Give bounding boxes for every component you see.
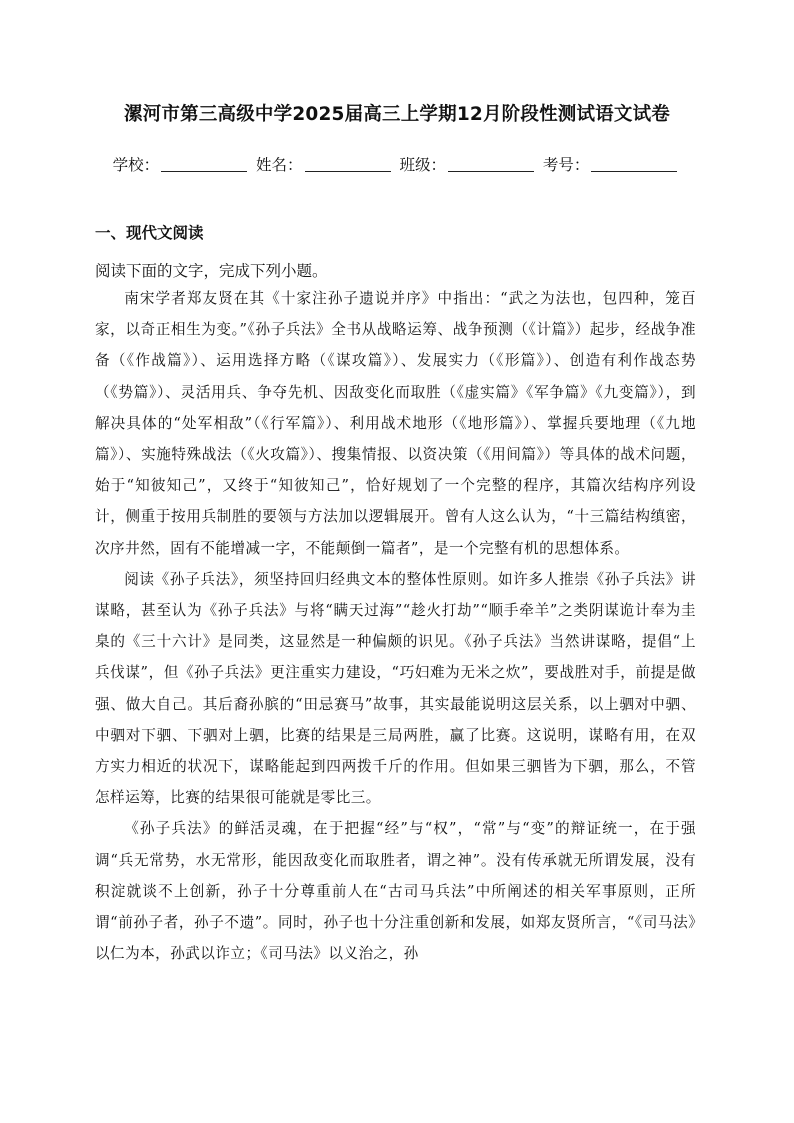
- reading-instruction: 阅读下面的文字，完成下列小题。: [95, 262, 328, 280]
- school-blank: [161, 157, 247, 172]
- class-label: 班级：: [399, 156, 446, 174]
- student-info-line: [0, 153, 794, 175]
- name-blank: [305, 157, 391, 172]
- paragraph-1: 南宋学者郑友贤在其《十家注孙子遗说并序》中指出：“武之为法也，包四种，笼百家，以奇正相生为变。”《孙子兵法》全书从战略运筹、战争预测（《计篇》）起步，经战争准备（《作战篇》）、运用选择方略（《谋攻篇》）、发展实力（《形篇》）、创造有利作战态势（《势篇》）、灵活用兵、争夺先机、因敌变化而取胜（《虚实篇》《军争篇》《九变篇》），到解决具体的“处军相敌”（《行军篇》）、利用战术地形（《地形篇》）、掌握兵要地理（《九地篇》）、实施特殊战法（《火攻篇》）、搜集情报、以资决策（《用间篇》）等具体的战术问题，始于“知彼知己”，又终于“知彼知己”，恰好规划了一个完整的程序，其篇次结构序列设计，侧重于按用兵制胜的要领与方法加以逻辑展开。曾有人这么认为，“十三篇结构缜密，次序井然，固有不能增减一字，不能颠倒一篇者”，是一个完整有机的思想体系。: [95, 290, 696, 557]
- school-label: 学校：: [112, 156, 160, 174]
- name-label: 姓名：: [256, 156, 303, 174]
- exam-title: 漯河市第三高级中学2025届高三上学期12月阶段性测试语文试卷: [124, 104, 670, 125]
- exam-number-label: 考号：: [542, 156, 590, 174]
- reading-passage: [95, 283, 696, 969]
- paragraph-3: 《孙子兵法》的鲜活灵魂，在于把握“经”与“权”，“常”与“变”的辩证统一，在于强调“兵无常势，水无常形，能因敌变化而取胜者，谓之神”。没有传承就无所谓发展，没有积淀就谈不上创新，孙子十分尊重前人在“古司马兵法”中所阐述的相关军事原则，正所谓“前孙子者，孙子不遗”。同时，孙子也十分注重创新和发展，如郑友贤所言，“《司马法》以仁为本，孙武以诈立；《司马法》以义治之，孙: [95, 820, 696, 963]
- exam-number-blank: [591, 157, 677, 172]
- section-heading: 一、现代文阅读: [95, 224, 204, 242]
- class-blank: [448, 157, 534, 172]
- paragraph-2: 阅读《孙子兵法》，须坚持回归经典文本的整体性原则。如许多人推崇《孙子兵法》讲谋略，甚至认为《孙子兵法》与将“瞒天过海”“趁火打劫”“顺手牵羊”之类阴谋诡计奉为圭臬的《三十六计》是同类，这显然是一种偏颇的识见。《孙子兵法》当然讲谋略，提倡“上兵伐谋”，但《孙子兵法》更注重实力建设，“巧妇难为无米之炊”，要战胜对手，前提是做强、做大自己。其后裔孙膑的“田忌赛马”故事，其实最能说明这层关系，以上驷对中驷、中驷对下驷、下驷对上驷，比赛的结果是三局两胜，赢了比赛。这说明，谋略有用，在双方实力相近的状况下，谋略能起到四两拨千斤的作用。但如果三驷皆为下驷，那么，不管怎样运筹，比赛的结果很可能就是零比三。: [95, 570, 696, 807]
